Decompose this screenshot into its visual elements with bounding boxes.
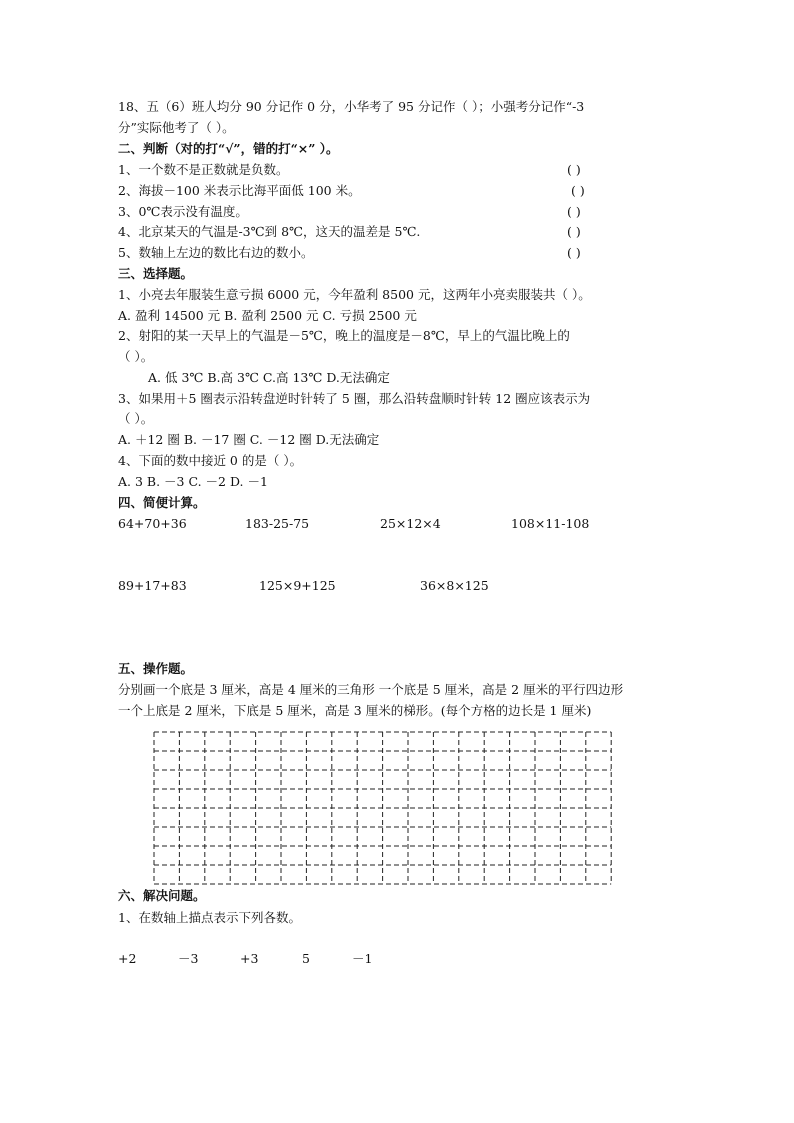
choice-q3-line2: （ ）。 bbox=[118, 411, 154, 426]
choice-q3-line1: 3、如果用＋5 圈表示沿转盘逆时针转了 5 圈，那么沿转盘顺时针转 12 圈应该表示为 bbox=[118, 391, 591, 406]
q18-line1: 18、五（6）班人均分 90 分记作 0 分，小华考了 95 分记作（ ）；小强考分记作“-3 bbox=[118, 99, 585, 114]
number-item: +2 bbox=[118, 951, 137, 966]
judge-answer-5[interactable]: ( ) bbox=[567, 245, 581, 260]
judge-answer-4[interactable]: ( ) bbox=[567, 224, 581, 239]
judge-answer-2[interactable]: ( ) bbox=[571, 183, 585, 198]
section4-title: 四、简便计算。 bbox=[118, 495, 206, 510]
drawing-grid[interactable] bbox=[152, 730, 612, 886]
operation-instruction-2: 一个上底是 2 厘米，下底是 5 厘米，高是 3 厘米的梯形。(每个方格的边长是 1 厘米) bbox=[118, 703, 592, 718]
section5-title: 五、操作题。 bbox=[118, 661, 194, 676]
choice-q2-line1: 2、射阳的某一天早上的气温是－5℃，晚上的温度是－8℃，早上的气温比晚上的 bbox=[118, 328, 570, 343]
calc-expression: 125×9+125 bbox=[259, 578, 336, 593]
judge-item-3: 3、0℃表示没有温度。 bbox=[118, 204, 248, 219]
number-item: 5 bbox=[302, 951, 310, 966]
number-item: +3 bbox=[240, 951, 259, 966]
section6-title: 六、解决问题。 bbox=[118, 888, 206, 903]
operation-instruction-1: 分别画一个底是 3 厘米，高是 4 厘米的三角形 一个底是 5 厘米，高是 2 厘米的平行四边形 bbox=[118, 682, 624, 697]
calc-expression: 25×12×4 bbox=[380, 516, 441, 531]
judge-answer-3[interactable]: ( ) bbox=[567, 204, 581, 219]
calc-expression: 64+70+36 bbox=[118, 516, 187, 531]
judge-item-1: 1、一个数不是正数就是负数。 bbox=[118, 162, 289, 177]
number-item: －3 bbox=[178, 951, 199, 966]
judge-item-4: 4、北京某天的气温是-3℃到 8℃，这天的温差是 5℃. bbox=[118, 224, 421, 239]
choice-q4: 4、下面的数中接近 0 的是（ ）。 bbox=[118, 453, 303, 468]
choice-q2-options: A. 低 3℃ B.高 3℃ C.高 13℃ D.无法确定 bbox=[148, 370, 390, 385]
choice-q4-options: A. 3 B. －3 C. －2 D. －1 bbox=[118, 474, 268, 489]
calc-expression: 36×8×125 bbox=[420, 578, 489, 593]
choice-q2-line2: （ ）。 bbox=[118, 349, 154, 364]
choice-q1: 1、小亮去年服装生意亏损 6000 元，今年盈利 8500 元，这两年小亮卖服装共（ ）。 bbox=[118, 287, 591, 302]
calc-expression: 183-25-75 bbox=[245, 516, 310, 531]
section3-title: 三、选择题。 bbox=[118, 266, 194, 281]
section2-title: 二、判断（对的打“√”，错的打“×” ）。 bbox=[118, 141, 339, 156]
judge-answer-1[interactable]: ( ) bbox=[567, 162, 581, 177]
q18-line2: 分”实际他考了（ ）。 bbox=[118, 120, 235, 135]
choice-q1-options: A. 盈利 14500 元 B. 盈利 2500 元 C. 亏损 2500 元 bbox=[118, 308, 417, 323]
number-line-question: 1、在数轴上描点表示下列各数。 bbox=[118, 910, 301, 925]
judge-item-5: 5、数轴上左边的数比右边的数小。 bbox=[118, 245, 314, 260]
calc-expression: 108×11-108 bbox=[511, 516, 590, 531]
choice-q3-options: A. ＋12 圈 B. －17 圈 C. －12 圈 D.无法确定 bbox=[118, 432, 380, 447]
number-item: －1 bbox=[352, 951, 373, 966]
judge-item-2: 2、海拔－100 米表示比海平面低 100 米。 bbox=[118, 183, 361, 198]
calc-expression: 89+17+83 bbox=[118, 578, 187, 593]
